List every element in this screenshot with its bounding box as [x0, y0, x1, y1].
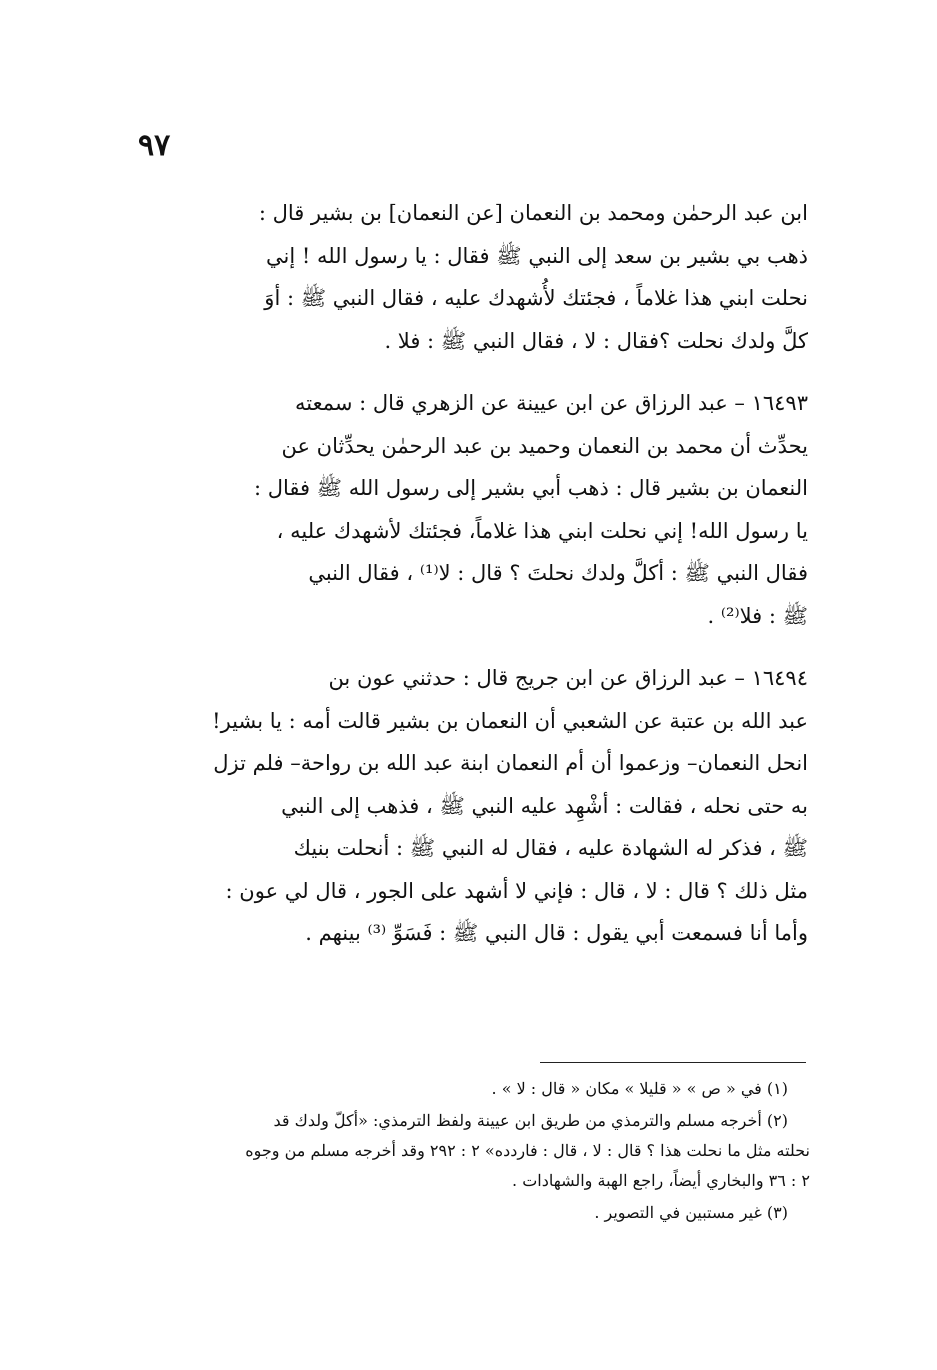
text-line: فقال النبي ﷺ : أكلَّ ولدك نحلتَ ؟ قال : لا⁽¹⁾ ، فقال النبي	[308, 561, 808, 585]
text-line: ﷺ ، فذكر له الشهادة عليه ، فقال له النبي ﷺ : أنحلت بنيك	[293, 836, 808, 860]
hadith-16493	[136, 382, 808, 637]
text-line: به حتى نحله ، فقالت : أشْهِد عليه النبي ﷺ ، فذهب إلى النبي	[281, 793, 808, 818]
text-line: نحلت ابني هذا غلاماً ، فجئتك لأُشهدك عليه ، فقال النبي ﷺ : أوَ	[264, 286, 808, 310]
text-line: ١٦٤٩٤ – عبد الرزاق عن ابن جريج قال : حدثني عون بن	[328, 666, 808, 690]
footnote-line: (٢) أخرجه مسلم والترمذي من طريق ابن عيينة ولفظ الترمذي: «أكلّ ولدك قد	[273, 1111, 788, 1130]
footnote-line: ٢ : ٣٦ والبخاري أيضاً، راجع الهبة والشهادات .	[512, 1171, 810, 1190]
footnote-separator	[540, 1062, 806, 1063]
footnote-line: (٣) غير مستبين في التصوير .	[594, 1203, 788, 1222]
text-line: مثل ذلك ؟ قال : لا ، قال : فإني لا أشهد على الجور ، قال لي عون :	[225, 878, 808, 903]
text-line: ذهب بي بشير بن سعد إلى النبي ﷺ فقال : يا رسول الله ! إني	[266, 243, 808, 268]
footnote-line: (١) في « ص » « قليلا » مكان « قال : لا » .	[491, 1079, 788, 1098]
footnote-3	[130, 1198, 810, 1228]
text-line: النعمان بن بشير قال : ذهب أبي بشير إلى رسول الله ﷺ فقال :	[253, 476, 808, 500]
text-line: ﷺ : فلا⁽²⁾ .	[707, 603, 808, 628]
page-number: ٩٧	[138, 128, 171, 163]
main-text	[136, 192, 808, 955]
text-line: كلَّ ولدك نحلت ؟فقال : لا ، فقال النبي ﷺ : فلا .	[384, 328, 808, 353]
text-line: وأما أنا فسمعت أبي يقول : قال النبي ﷺ : فَسَوِّ ⁽³⁾ بينهم .	[305, 921, 808, 945]
footnote-1	[130, 1074, 810, 1104]
footnote-line: نحلته مثل ما نحلت هذا ؟ قال : لا ، قال : فاردده» ٢ : ٢٩٢ وقد أخرجه مسلم من وجوه	[245, 1141, 810, 1160]
text-line: يا رسول الله! إني نحلت ابني هذا غلاماً، فجئتك لأشهدك عليه ،	[276, 518, 808, 543]
footnotes	[130, 1074, 810, 1230]
footnote-2	[130, 1106, 810, 1196]
text-line: ابن عبد الرحمٰن ومحمد بن النعمان [عن النعمان] بن بشير قال :	[258, 201, 808, 225]
text-line: يحدِّث أن محمد بن النعمان وحميد بن عبد الرحمٰن يحدِّثان عن	[281, 433, 808, 458]
paragraph-continuation	[136, 192, 808, 362]
text-line: ١٦٤٩٣ – عبد الرزاق عن ابن عيينة عن الزهري قال : سمعته	[295, 391, 808, 415]
hadith-16494	[136, 657, 808, 955]
text-line: عبد الله بن عتبة عن الشعبي أن النعمان بن بشير قالت أمه : يا بشير!	[212, 708, 808, 733]
text-line: انحل النعمان– وزعموا أن أم النعمان ابنة عبد الله بن رواحة– فلم تزل	[213, 751, 808, 775]
